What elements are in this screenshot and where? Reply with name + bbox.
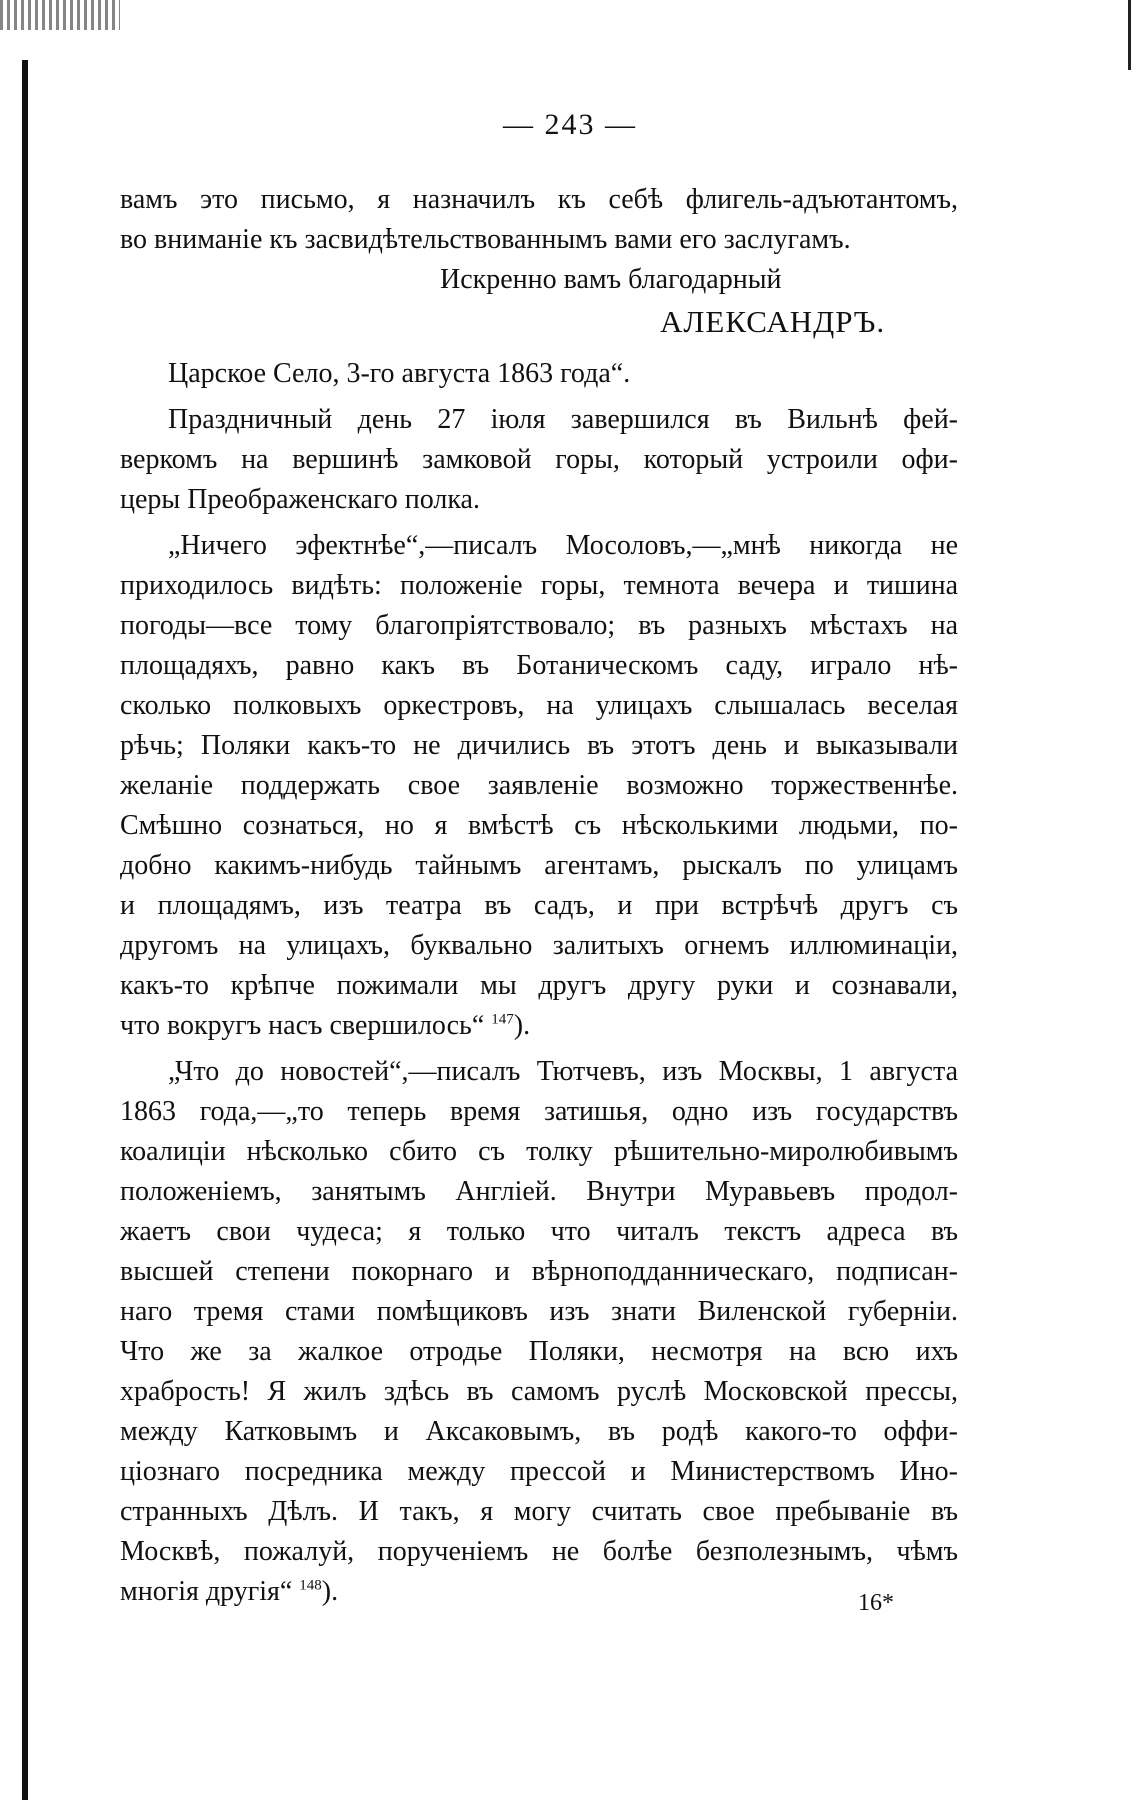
page-number: — 243 — (503, 108, 637, 141)
text-line: высшей степени покорнаго и вѣрноподданническаго, подписан- (120, 1256, 958, 1287)
footnote-marker: 147 (491, 1011, 514, 1028)
text-line: наго тремя стами помѣщиковъ изъ знати Виленской губерніи. (120, 1296, 958, 1327)
text-line: между Катковымъ и Аксаковымъ, въ родѣ какого-то оффи- (120, 1416, 958, 1447)
text-line: рѣчь; Поляки какъ-то не дичились въ этотъ день и выказывали (120, 730, 958, 761)
text-line: площадяхъ, равно какъ въ Ботаническомъ саду, играло нѣ- (120, 650, 958, 681)
text-fragment: ). (513, 1010, 531, 1041)
scan-corner-smudge (0, 0, 120, 30)
page-text (120, 180, 958, 1612)
text-line (120, 1572, 958, 1612)
text-line (120, 1006, 958, 1046)
letter-closing: Искренно вамъ благодарный (440, 264, 782, 295)
text-line: приходилось видѣть: положеніе горы, темнота вечера и тишина (120, 570, 958, 601)
printer-signature-mark: 16* (858, 1590, 894, 1616)
text-line: другомъ на улицахъ, буквально залитыхъ огнемъ иллюминаціи, (120, 930, 958, 961)
text-line: 1863 года,—„то теперь время затишья, одно изъ государствъ (120, 1096, 958, 1127)
text-line: „Ничего эфектнѣе“,—писалъ Мосоловъ,—„мнѣ никогда не (168, 530, 958, 561)
text-line: Праздничный день 27 іюля завершился въ Вильнѣ фей- (168, 404, 958, 435)
text-line: и площадямъ, изъ театра въ садъ, и при встрѣчѣ другъ съ (120, 890, 958, 921)
text-fragment: ). (321, 1576, 339, 1607)
text-line: церы Преображенскаго полка. (120, 484, 480, 515)
text-fragment: что вокругъ насъ свершилось“ (120, 1010, 485, 1041)
paragraph-tyutchev-quote (120, 1052, 958, 1612)
text-line: Что же за жалкое отродье Поляки, несмотря на всю ихъ (120, 1336, 958, 1367)
text-fragment: многія другія“ (120, 1576, 293, 1607)
text-line: „Что до новостей“,—писалъ Тютчевъ, изъ Москвы, 1 августа (168, 1056, 958, 1087)
text-line: Москвѣ, пожалуй, порученіемъ не болѣе безполезнымъ, чѣмъ (120, 1536, 958, 1567)
text-line: коалиціи нѣсколько сбито съ толку рѣшительно-миролюбивымъ (120, 1136, 958, 1167)
scan-page-edge-left (22, 60, 28, 1800)
text-line: храбрость! Я жилъ здѣсь въ самомъ руслѣ Московской прессы, (120, 1376, 958, 1407)
letter-place-date: Царское Село, 3-го августа 1863 года“. (168, 358, 631, 389)
paragraph-mosolov-quote (120, 526, 958, 1046)
scan-page-edge-right (1128, 0, 1131, 70)
text-line: ціознаго посредника между прессой и Министерствомъ Ино- (120, 1456, 958, 1487)
paragraph-fireworks (120, 400, 958, 520)
text-line: вамъ это письмо, я назначилъ къ себѣ флигель-адъютантомъ, (120, 184, 958, 215)
text-line: желаніе поддержать свое заявленіе возможно торжественнѣе. (120, 770, 958, 801)
text-line: сколько полковыхъ оркестровъ, на улицахъ слышалась веселая (120, 690, 958, 721)
letter-signature: АЛЕКСАНДРЪ. (660, 304, 886, 339)
text-line: добно какимъ-нибудь тайнымъ агентамъ, рыскалъ по улицамъ (120, 850, 958, 881)
text-line: какъ-то крѣпче пожимали мы другъ другу руки и сознавали, (120, 970, 958, 1001)
text-line: во вниманіе къ засвидѣтельствованнымъ вами его заслугамъ. (120, 224, 851, 255)
text-line: Смѣшно сознаться, но я вмѣстѣ съ нѣсколькими людьми, по- (120, 810, 958, 841)
text-line: веркомъ на вершинѣ замковой горы, который устроили офи- (120, 444, 958, 475)
letter-ending (120, 180, 958, 394)
text-line: жаетъ свои чудеса; я только что читалъ текстъ адреса въ (120, 1216, 958, 1247)
text-line: положеніемъ, занятымъ Англіей. Внутри Муравьевъ продол- (120, 1176, 958, 1207)
text-line: погоды—все тому благопріятствовало; въ разныхъ мѣстахъ на (120, 610, 958, 641)
text-line: странныхъ Дѣлъ. И такъ, я могу считать свое пребываніе въ (120, 1496, 958, 1527)
footnote-marker: 148 (299, 1577, 322, 1594)
